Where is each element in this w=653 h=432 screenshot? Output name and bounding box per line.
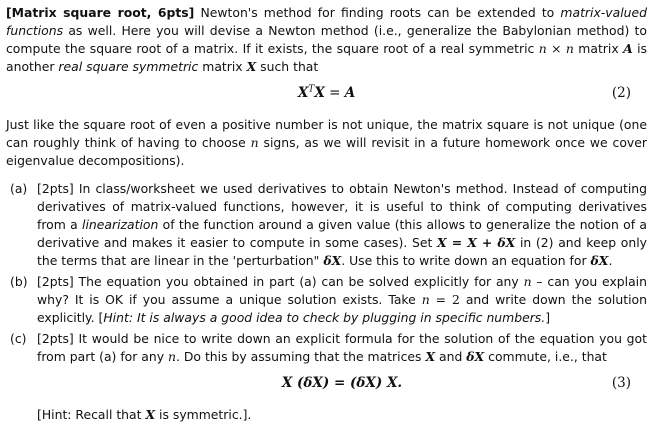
part-c-marker: (c) bbox=[10, 331, 27, 346]
equation-2-number: (2) bbox=[611, 85, 631, 101]
equation-2-reference-link[interactable]: 2 bbox=[540, 235, 549, 250]
equation-3 bbox=[37, 374, 647, 400]
part-a: (a) [2pts] In class/worksheet we used derivatives to obtain Newton's method. Instead of computing derivatives of matrix-valued functions, however, it is useful to think of computing derivatives from a linearization of the function around a given value (this allows to generalize the notion of a derivative and makes it easier to compute in some cases). Set X = X + δX in (2) and keep only the terms that are linear in the 'perturbation" δX. Use this to write down an equation for δX. bbox=[10, 181, 647, 268]
problem-title: [Matrix square root, 6pts] bbox=[6, 5, 195, 20]
part-c: (c) [2pts] It would be nice to write down an explicit formula for the solution of the equation you got from part (a) for any n. Do this by assuming that the matrices X and δX commute, i.e., that bbox=[10, 331, 647, 364]
uniqueness-paragraph: Just like the square root of even a positive number is not unique, the matrix square is not unique (one can roughly think of having to choose n signs, as we will revisit in a future homework once we cover eigenvalue decompositions). bbox=[6, 117, 647, 168]
intro-paragraph: [Matrix square root, 6pts] Newton's method for finding roots can be extended to matrix-valued functions as well. Here you will devise a Newton method (i.e., generalize the Babylonian method) to compute the square root of a matrix. If it exists, the square root of a real symmetric n × n matrix A is another real square symmetric matrix X such that bbox=[6, 5, 647, 74]
part-b: (b) [2pts] The equation you obtained in part (a) can be solved explicitly for any n – can you explain why? It is OK if you assume a unique solution exists. Take n = 2 and write down the solution explicitly. [Hint: It is always a good idea to check by plugging in specific numbers.] bbox=[10, 274, 647, 325]
part-a-marker: (a) bbox=[10, 181, 28, 196]
problem-parts-list bbox=[6, 180, 647, 366]
equation-2 bbox=[6, 84, 647, 110]
equation-2-body: $X^TX = A$ bbox=[297, 84, 356, 101]
equation-3-number: (3) bbox=[611, 375, 631, 391]
part-b-marker: (b) bbox=[10, 274, 28, 289]
equation-3-body: X (δX) = (δX) X. bbox=[281, 375, 403, 391]
hint-line: [Hint: Recall that X is symmetric.]. bbox=[37, 407, 252, 422]
